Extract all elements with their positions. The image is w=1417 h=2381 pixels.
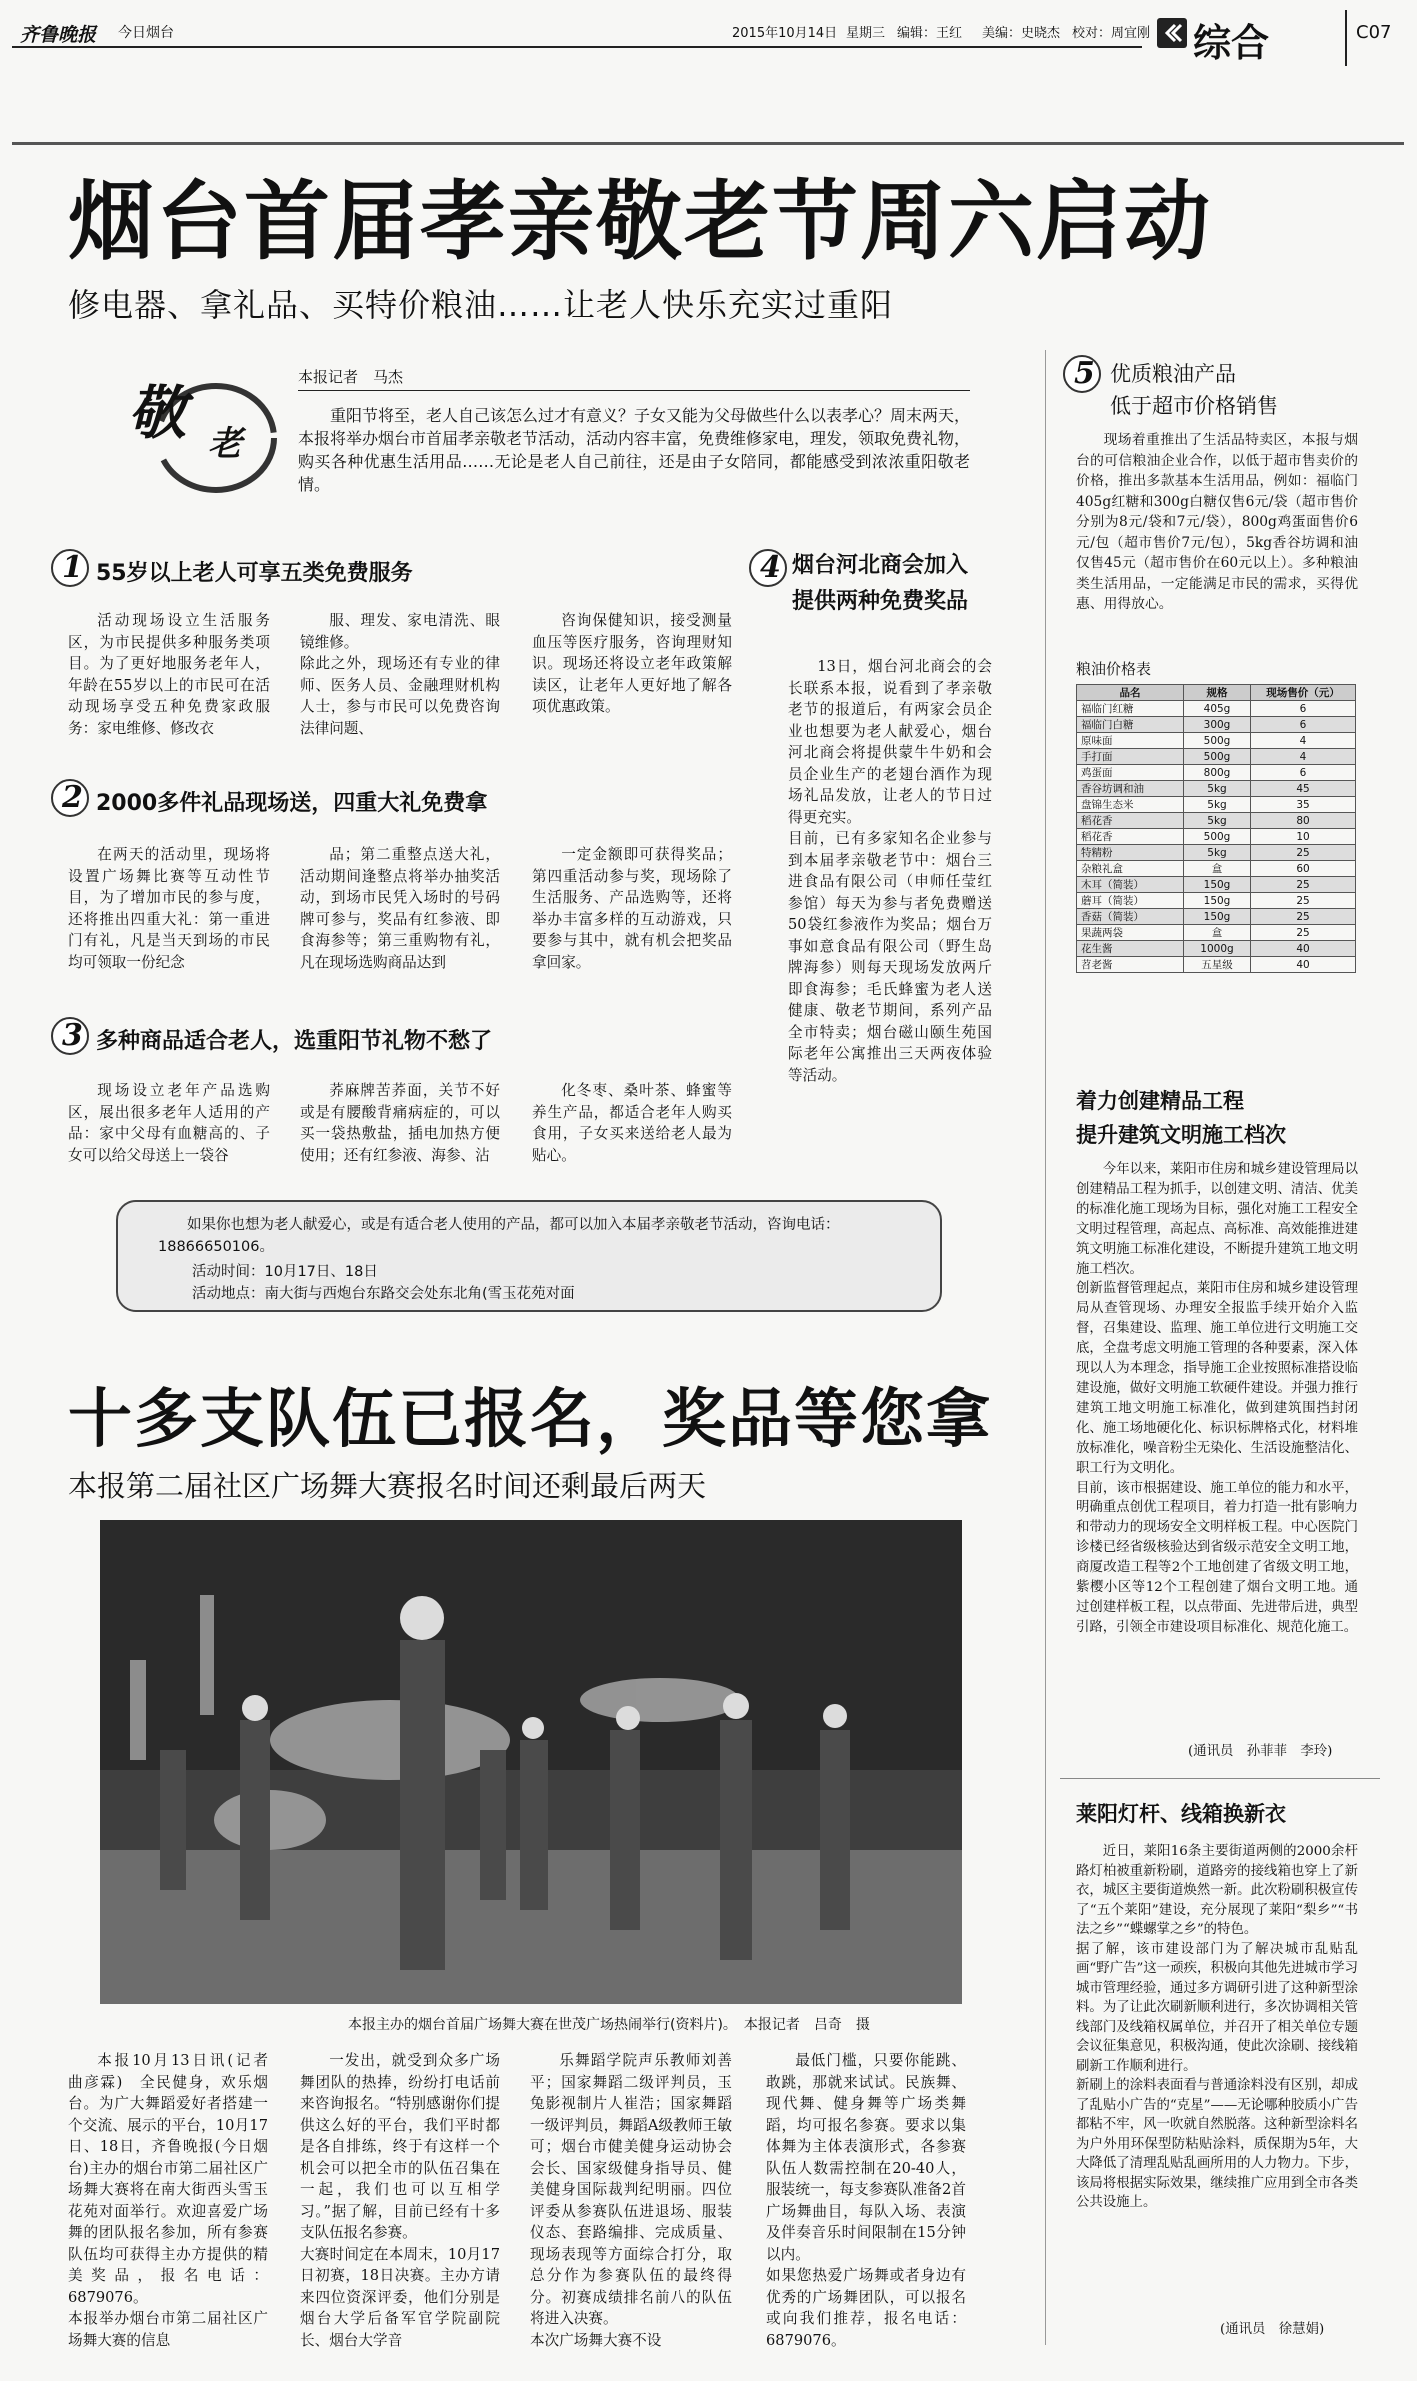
table-cell: 杂粮礼盒 — [1077, 861, 1184, 877]
table-cell: 五星级 — [1184, 957, 1251, 973]
section-marker-icon — [1157, 18, 1187, 48]
proofreader: 校对：周宜刚 — [1072, 26, 1151, 41]
table-cell: 福临门红糖 — [1077, 701, 1184, 717]
section-text-col1: 现场设立老年产品选购区，展出很多老年人适用的产品：家中父母有血糖高的、子女可以给父母送上一袋谷 — [68, 1082, 270, 1164]
table-row — [1077, 813, 1356, 829]
table-cell: 35 — [1251, 797, 1356, 813]
table-row — [1077, 781, 1356, 797]
main-subheadline: 修电器、拿礼品、买特价粮油……让老人快乐充实过重阳 — [68, 286, 894, 324]
main-headline: 烟台首届孝亲敬老节周六启动 — [68, 172, 1212, 272]
section-title: 优质粮油产品 低于超市价格销售 — [1110, 362, 1278, 418]
section-title: 烟台河北商会加入 提供两种免费奖品 — [792, 553, 969, 614]
table-row — [1077, 893, 1356, 909]
table-cell: 10 — [1251, 829, 1356, 845]
contact-intro: 如果你也想为老人献爱心，或是有适合老人使用的产品，都可以加入本届孝亲敬老节活动，咨询电话：18866650106。 — [158, 1217, 840, 1255]
table-cell: 25 — [1251, 877, 1356, 893]
story-title: 着力创建精品工程 提升建筑文明施工档次 — [1076, 1089, 1286, 1147]
price-table — [1076, 684, 1356, 973]
price-table-wrapper — [1076, 684, 1356, 973]
second-subheadline: 本报第二届社区广场舞大赛报名时间还剩最后两天 — [68, 1469, 707, 1503]
table-header: 品名 — [1077, 685, 1184, 701]
table-row — [1077, 749, 1356, 765]
table-row — [1077, 829, 1356, 845]
section-text-col1: 在两天的活动里，现场将设置广场舞比赛等互动性节目，为了增加市民的参与度，还将推出四重大礼：第一重进门有礼，凡是当天到场的市民均可领取一份纪念 — [68, 846, 270, 971]
table-cell: 5kg — [1184, 813, 1251, 829]
table-row — [1077, 925, 1356, 941]
table-cell: 盒 — [1184, 861, 1251, 877]
contact-place: 活动地点：南大街与西炮台东路交会处东北角(雪玉花苑对面 — [192, 1286, 575, 1302]
table-cell: 4 — [1251, 749, 1356, 765]
table-row — [1077, 797, 1356, 813]
section-title: 2000多件礼品现场送，四重大礼免费拿 — [96, 791, 488, 816]
table-cell: 果蔬两袋 — [1077, 925, 1184, 941]
table-cell: 500g — [1184, 749, 1251, 765]
section-text: 13日，烟台河北商会的会长联系本报，说看到了孝亲敬老节的报道后，有两家会员企业也想要为老人献爱心，烟台河北商会将提供蒙牛牛奶和会员企业生产的老翅台酒作为现场礼品发放，让老人的节日过得更充实。 目前，已有多家知名企业参与到本届孝亲敬老节中：烟台三进食品有限公司（申师任莹红参馆）每天为参与者免费赠送50袋红参液作为奖品；烟台万事如意食品有限公司（野生岛牌海参）则每天现场发放两斤即食海参；毛氏蜂蜜为老人送健康、敬老节期间，系列产品全市特卖；烟台磁山颐生苑国际老年公寓推出三天两夜体验等活动。 — [788, 658, 992, 1084]
story-separator — [1060, 1778, 1380, 1779]
table-cell: 6 — [1251, 701, 1356, 717]
table-row — [1077, 909, 1356, 925]
story-credit: (通讯员 徐慧娟) — [1220, 2322, 1325, 2337]
table-cell: 40 — [1251, 941, 1356, 957]
story-title: 莱阳灯杆、线箱换新衣 — [1076, 1802, 1286, 1826]
table-cell: 25 — [1251, 893, 1356, 909]
table-cell: 80 — [1251, 813, 1356, 829]
lead-paragraph: 重阳节将至，老人自己该怎么过才有意义？子女又能为父母做些什么以表孝心？周末两天，本报将举办烟台市首届孝亲敬老节活动，活动内容丰富，免费维修家电，理发，领取免费礼物，购买各种优惠生活用品……无论是老人自己前往，还是由子女陪同，都能感受到浓浓重阳敬老情。 — [298, 406, 971, 494]
weekday: 星期三 — [846, 26, 886, 41]
table-cell: 25 — [1251, 845, 1356, 861]
table-cell: 特精粉 — [1077, 845, 1184, 861]
paper-masthead: 齐鲁晚报 — [20, 24, 97, 46]
table-header: 现场售价（元） — [1251, 685, 1356, 701]
table-cell: 5kg — [1184, 797, 1251, 813]
table-cell: 150g — [1184, 877, 1251, 893]
second-text-col1: 本报10月13日讯(记者 曲彦霖) 全民健身，欢乐烟台。为广大舞蹈爱好者搭建一个交流、展示的平台，10月17日、18日，齐鲁晚报(今日烟台)主办的烟台市第二届社区广场舞大赛将在南大街西头雪玉花苑对面举行。欢迎喜爱广场舞的团队报名参加，所有参赛队伍均可获得主办方提供的精美奖品，报名电话：6879076。 本报举办烟台市第二届社区广场舞大赛的信息 — [68, 2052, 268, 2349]
second-text-col4: 最低门槛，只要你能跳、敢跳，那就来试试。民族舞、现代舞、健身舞等广场类舞蹈，均可报名参赛。要求以集体舞为主体表演形式，各参赛队伍人数需控制在20-40人，服装统一，每支参赛队准备2首广场舞曲目，每队入场、表演及伴奏音乐时间限制在15分钟以内。 如果您热爱广场舞或者身边有优秀的广场舞团队，可以报名或向我们推荐，报名电话：6879076。 — [766, 2052, 966, 2349]
section-text-col1: 活动现场设立生活服务区，为市民提供多种服务类项目。为了更好地服务老年人，年龄在55岁以上的市民可在活动现场享受五种免费家政服务：家电维修、修改衣 — [68, 612, 270, 737]
edition-name: 今日烟台 — [118, 25, 174, 41]
table-cell: 蘑耳（简装） — [1077, 893, 1184, 909]
table-cell: 45 — [1251, 781, 1356, 797]
table-cell: 25 — [1251, 925, 1356, 941]
table-cell: 25 — [1251, 909, 1356, 925]
logo-char-lao: 老 — [208, 424, 242, 464]
table-row — [1077, 701, 1356, 717]
top-border — [12, 142, 1404, 145]
dance-photo — [100, 1520, 962, 2004]
table-cell: 盘锦生态米 — [1077, 797, 1184, 813]
editor: 编辑：王红 — [897, 26, 963, 41]
story-credit: (通讯员 孙菲菲 李玲) — [1188, 1744, 1333, 1759]
table-row — [1077, 957, 1356, 973]
table-cell: 5kg — [1184, 845, 1251, 861]
header-divider — [1345, 10, 1347, 66]
table-cell: 原味面 — [1077, 733, 1184, 749]
photo-caption: 本报主办的烟台首届广场舞大赛在世茂广场热闹举行(资料片)。 本报记者 吕奇 摄 — [348, 2017, 870, 2033]
byline: 本报记者 马杰 — [298, 368, 404, 386]
table-cell: 60 — [1251, 861, 1356, 877]
table-row — [1077, 765, 1356, 781]
table-row — [1077, 877, 1356, 893]
second-text-col3: 乐舞蹈学院声乐教师刘善平；国家舞蹈二级评判员，玉兔影视制片人崔浩；国家舞蹈一级评判员，舞蹈A级教师王敏可；烟台市健美健身运动协会会长、国家级健身指导员、健美健身国际裁判纪明丽。四位评委从参赛队伍进退场、服装仪态、套路编排、完成质量、现场表现等方面综合打分，取总分作为参赛队伍的最终得分。初赛成绩排名前八的队伍将进入决赛。 本次广场舞大赛不设 — [530, 2052, 732, 2349]
section-title: 55岁以上老人可享五类免费服务 — [96, 561, 413, 586]
page-number: C07 — [1356, 22, 1392, 43]
header-rule — [12, 46, 1142, 48]
second-headline: 十多支队伍已报名，奖品等您拿 — [68, 1383, 992, 1457]
second-text-col2: 一发出，就受到众多广场舞团队的热捧，纷纷打电话前来咨询报名。“特别感谢你们提供这么好的平台，我们平时都是各自排练，终于有这样一个机会可以把全市的队伍召集在一起，我们也可以互相学习。”据了解，目前已经有十多支队伍报名参赛。 大赛时间定在本周末，10月17日初赛，18日决赛。主办方请来四位资深评委，他们分别是烟台大学后备军官学院副院长、烟台大学音 — [300, 2052, 500, 2349]
table-cell: 香菇（简装） — [1077, 909, 1184, 925]
table-cell: 手打面 — [1077, 749, 1184, 765]
table-row — [1077, 733, 1356, 749]
section-text-col2: 荞麻牌苦荞面，关节不好或是有腰酸背痛病症的，可以买一袋热敷盐，插电加热方便使用；还有红参液、海参、沾 — [300, 1082, 500, 1164]
table-cell: 5kg — [1184, 781, 1251, 797]
story-text: 近日，莱阳16条主要街道两侧的2000余杆路灯柏被重新粉刷，道路旁的接线箱也穿上了新衣，城区主要街道焕然一新。此次粉刷积极宣传了“五个莱阳”建设，充分展现了莱阳“梨乡”“书法之乡”“蝶螺掌之乡”的特色。 据了解，该市建设部门为了解决城市乱贴乱画“野广告”这一顽疾，积极向其他先进城市学习城市管理经验，通过多方调研引进了这种新型涂料。为了让此次刷新顺利进行，多次协调相关管线部门及线箱权属单位，并召开了相关单位专题会议征集意见，积极沟通，使此次涂刷、接线箱刷新工作顺利进行。 新刷上的涂料表面看与普通涂料没有区别，却成了乱贴小广告的“克星”——无论哪种胶质小广告都粘不牢，风一吹就自然脱落。这种新型涂料名为户外用环保型防粘贴涂料，质保期为5年，大大降低了清理乱贴乱画所用的人力物力。下步，该局将根据实际效果，继续推广应用到全市各类公共设施上。 — [1076, 1844, 1358, 2210]
section-text-col3: 咨询保健知识，接受测量血压等医疗服务，咨询理财知识。现场还将设立老年政策解读区，让老年人更好地了解各项优惠政策。 — [532, 612, 732, 715]
table-cell: 1000g — [1184, 941, 1251, 957]
date: 2015年10月14日 — [732, 26, 838, 41]
section-title: 多种商品适合老人，选重阳节礼物不愁了 — [96, 1029, 493, 1054]
table-cell: 苕老酱 — [1077, 957, 1184, 973]
number-badge-icon: 3 — [50, 1016, 90, 1056]
section-name: 综合 — [1193, 21, 1270, 65]
contact-time: 活动时间：10月17日、18日 — [192, 1264, 378, 1280]
table-cell: 6 — [1251, 717, 1356, 733]
table-cell: 福临门白糖 — [1077, 717, 1184, 733]
table-cell: 6 — [1251, 765, 1356, 781]
table-cell: 500g — [1184, 829, 1251, 845]
table-header: 规格 — [1184, 685, 1251, 701]
table-cell: 木耳（简装） — [1077, 877, 1184, 893]
table-cell: 稻花香 — [1077, 829, 1184, 845]
section-text: 现场着重推出了生活品特卖区，本报与烟台的可信粮油企业合作，以低于超市售卖价的价格，推出多款基本生活用品，例如：福临门405g红糖和300g白糖仅售6元/袋（超市售价分别为8元/袋和7元/袋），800g鸡蛋面售价6元/包（超市售价7元/包），5kg香谷坊调和油仅售45元（超市售价在60元以上）。多种粮油类生活用品，一定能满足市民的需求，买得优惠、用得放心。 — [1076, 432, 1358, 612]
art-editor: 美编：史晓杰 — [982, 26, 1061, 41]
table-cell: 300g — [1184, 717, 1251, 733]
contact-box — [116, 1200, 942, 1312]
respect-elders-logo — [116, 352, 280, 502]
table-cell: 花生酱 — [1077, 941, 1184, 957]
table-cell: 800g — [1184, 765, 1251, 781]
section-text-col2: 服、理发、家电清洗、眼镜维修。 除此之外，现场还有专业的律师、医务人员、金融理财机构人士，参与市民可以免费咨询法律问题、 — [300, 612, 500, 737]
byline-rule — [298, 390, 970, 391]
number-badge-icon: 4 — [748, 548, 788, 588]
table-cell: 150g — [1184, 909, 1251, 925]
section-text-col3: 化冬枣、桑叶茶、蜂蜜等养生产品，都适合老年人购买食用，子女买来送给老人最为贴心。 — [532, 1082, 732, 1164]
number-badge-icon: 1 — [50, 548, 90, 588]
table-cell: 150g — [1184, 893, 1251, 909]
table-cell: 鸡蛋面 — [1077, 765, 1184, 781]
table-row — [1077, 717, 1356, 733]
table-row — [1077, 845, 1356, 861]
table-cell: 盒 — [1184, 925, 1251, 941]
table-row — [1077, 861, 1356, 877]
right-column-divider — [1045, 350, 1046, 2345]
price-table-title: 粮油价格表 — [1076, 660, 1152, 678]
table-cell: 香谷坊调和油 — [1077, 781, 1184, 797]
logo-char-jing: 敬 — [128, 379, 187, 447]
table-cell: 稻花香 — [1077, 813, 1184, 829]
story-text: 今年以来，莱阳市住房和城乡建设管理局以创建精品工程为抓手，以创建文明、清洁、优美的标准化施工现场为目标，强化对施工工程安全文明过程管理，高起点、高标准、高效能推进建筑文明施工标准化建设，不断提升建筑工地文明施工档次。 创新监督管理起点，莱阳市住房和城乡建设管理局从查管现场、办理安全报监手续开始介入监督，召集建设、监理、施工单位进行文明施工交底，全盘考虑文明施工管理的各种要素，深入体现以人为本理念，指导施工企业按照标准搭设临建设施，做好文明施工软硬件建设。并强力推行建筑工地文明施工标准化，做到建筑围挡封闭化、施工场地硬化化、标识标牌格式化，材料堆放标准化，噪音粉尘无染化、生活设施整洁化、职工行为文明化。 目前，该市根据建设、施工单位的能力和水平，明确重点创优工程项目，着力打造一批有影响力和带动力的现场安全文明样板工程。中心医院门诊楼已经省级核验达到省级示范安全文明工地，商厦改造工程等2个工地创建了省级文明工地，紫樱小区等12个工程创建了烟台文明工地。通过创建样板工程，以点带面、先进带后进，典型引路，引领全市建设项目标准化、规范化施工。 — [1076, 1162, 1358, 1635]
table-cell: 500g — [1184, 733, 1251, 749]
number-badge-icon: 5 — [1062, 354, 1102, 394]
table-cell: 4 — [1251, 733, 1356, 749]
table-cell: 405g — [1184, 701, 1251, 717]
section-text-col3: 一定金额即可获得奖品；第四重活动参与奖，现场除了生活服务、产品选购等，还将举办丰富多样的互动游戏，只要参与其中，就有机会把奖品拿回家。 — [532, 846, 732, 971]
section-text-col2: 品；第二重整点送大礼，活动期间逢整点将举办抽奖活动，到场市民凭入场时的号码牌可参与，奖品有红参液、即食海参等；第三重购物有礼，凡在现场选购商品达到 — [300, 846, 500, 971]
number-badge-icon: 2 — [50, 778, 90, 818]
table-row — [1077, 941, 1356, 957]
table-cell: 40 — [1251, 957, 1356, 973]
